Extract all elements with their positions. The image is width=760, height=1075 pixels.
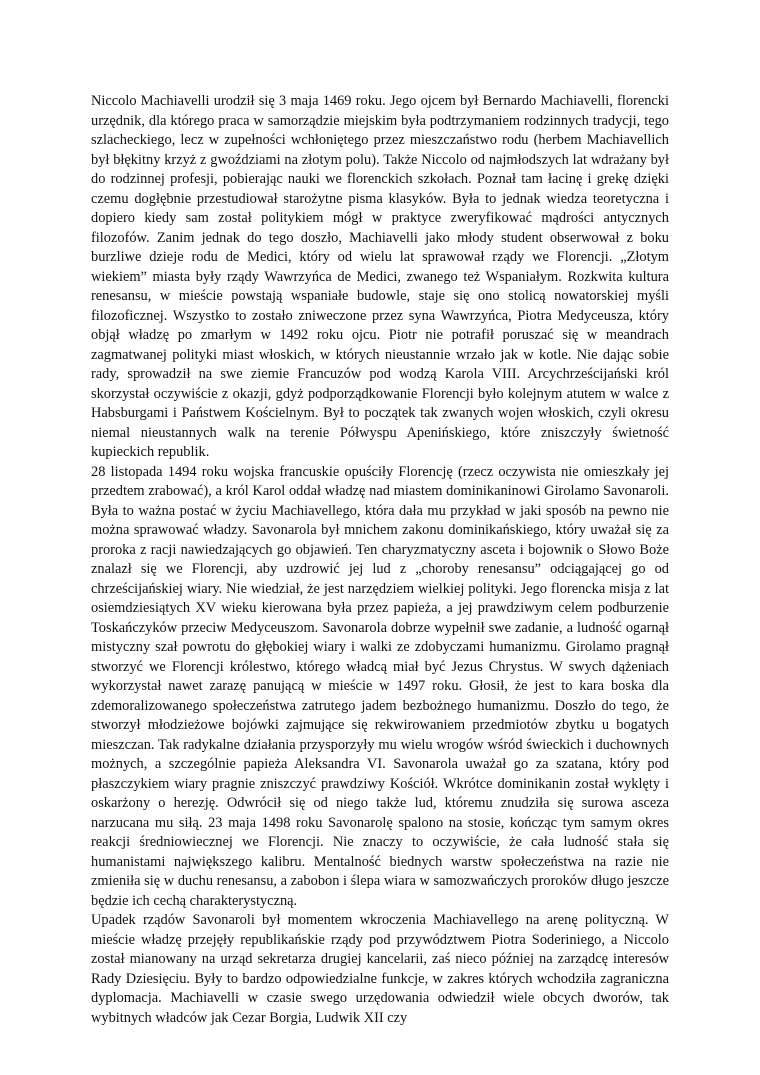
document-body xyxy=(91,92,669,1028)
paragraph-1: Niccolo Machiavelli urodził się 3 maja 1469 roku. Jego ojcem był Bernardo Machiavelli, florencki urzędnik, dla którego praca w samorządzie miejskim była podtrzymaniem rodzinnych tradycji, tego szlacheckiego, lecz w zupełności wchłoniętego przez mieszczaństwo rodu (herbem Machiavellich był błękitny krzyż z gwoździami na złotym polu). Także Niccolo od najmłodszych lat wdrażany był do rodzinnej profesji, pobierając nauki we florenckich szkołach. Poznał tam łacinę i grekę dzięki czemu dogłębnie przestudiował starożytne pisma klasyków. Była to jednak wiedza teoretyczna i dopiero kiedy sam został politykiem mógł w praktyce zweryfikować mądrości antycznych filozofów. Zanim jednak do tego doszło, Machiavelli jako młody student obserwował z boku burzliwe dzieje rodu de Medici, który od wielu lat sprawował rządy we Florencji. „Złotym wiekiem” miasta były rządy Wawrzyńca de Medici, zwanego też Wspaniałym. Rozkwita kultura renesansu, w mieście powstają wspaniałe budowle, staje się ono stolicą nowatorskiej myśli filozoficznej. Wszystko to zostało zniweczone przez syna Wawrzyńca, Piotra Medyceusza, który objął władzę po zmarłym w 1492 roku ojcu. Piotr nie potrafił poruszać się w meandrach zagmatwanej polityki miast włoskich, w których nieustannie wrzało jak w kotle. Nie dając sobie rady, sprowadził na swe ziemie Francuzów pod wodzą Karola VIII. Arcychrześcijański król skorzystał oczywiście z okazji, gdyż podporządkowanie Florencji było kolejnym atutem w walce z Habsburgami i Państwem Kościelnym. Był to początek tak zwanych wojen włoskich, czyli okresu niemal nieustannych walk na terenie Półwyspu Apenińskiego, które zniszczyły świetność kupieckich republik. xyxy=(91,93,669,460)
paragraph-3: Upadek rządów Savonaroli był momentem wkroczenia Machiavellego na arenę polityczną. W mieście władzę przejęły republikańskie rządy pod przywództwem Piotra Soderiniego, a Niccolo został mianowany na urząd sekretarza drugiej kancelarii, zaś nieco później na zarządcę interesów Rady Dziesięciu. Były to bardzo odpowiedzialne funkcje, w zakres których wchodziła zagraniczna dyplomacja. Machiavelli w czasie swego urzędowania odwiedził wiele obcych dworów, tak wybitnych władców jak Cezar Borgia, Ludwik XII czy xyxy=(91,912,669,1026)
paragraph-2: 28 listopada 1494 roku wojska francuskie opuściły Florencję (rzecz oczywista nie omieszkały jej przedtem zrabować), a król Karol oddał władzę nad miastem dominikaninowi Girolamo Savonaroli. Była to ważna postać w życiu Machiavellego, która dała mu przykład w jaki sposób na pewno nie można sprawować władzy. Savonarola był mnichem zakonu dominikańskiego, który uważał się za proroka z racji nawiedzających go objawień. Ten charyzmatyczny asceta i bojownik o Słowo Boże znalazł się we Florencji, aby uzdrowić jej lud z „choroby renesansu” odciągającej go od chrześcijańskiej wiary. Nie wiedział, że jest narzędziem wielkiej polityki. Jego florencka misja z lat osiemdziesiątych XV wieku kierowana była przez papieża, a jej prawdziwym celem podburzenie Toskańczyków przeciw Medyceuszom. Savonarola dobrze wypełnił swe zadanie, a ludność ogarnął mistyczny szał powrotu do głębokiej wiary i walki ze zdobyczami humanizmu. Girolamo pragnął stworzyć we Florencji królestwo, którego władcą miał być Jezus Chrystus. W swych dążeniach wykorzystał nawet zarazę panującą w mieście w 1497 roku. Głosił, że jest to kara boska dla zdemoralizowanego społeczeństwa zatrutego jadem bezbożnego humanizmu. Doszło do tego, że stworzył młodzieżowe bojówki zajmujące się rekwirowaniem przedmiotów zbytku u bogatych mieszczan. Tak radykalne działania przysporzyły mu wielu wrogów wśród świeckich i duchownych możnych, a szczególnie papieża Aleksandra VI. Savonarola uważał go za szatana, który pod płaszczykiem wiary pragnie zniszczyć prawdziwy Kościół. Wkrótce dominikanin został wyklęty i oskarżony o herezję. Odwrócił się od niego także lud, któremu znudziła się surowa asceza narzucana mu siłą. 23 maja 1498 roku Savonarolę spalono na stosie, kończąc tym samym okres reakcji średniowiecznej we Florencji. Nie znaczy to oczywiście, że cała ludność stała się humanistami największego kalibru. Mentalność biednych warstw społeczeństwa na razie nie zmieniła się w duchu renesansu, a zabobon i ślepa wiara w samozwańczych proroków długo jeszcze będzie ich cechą charakterystyczną. xyxy=(91,463,669,909)
